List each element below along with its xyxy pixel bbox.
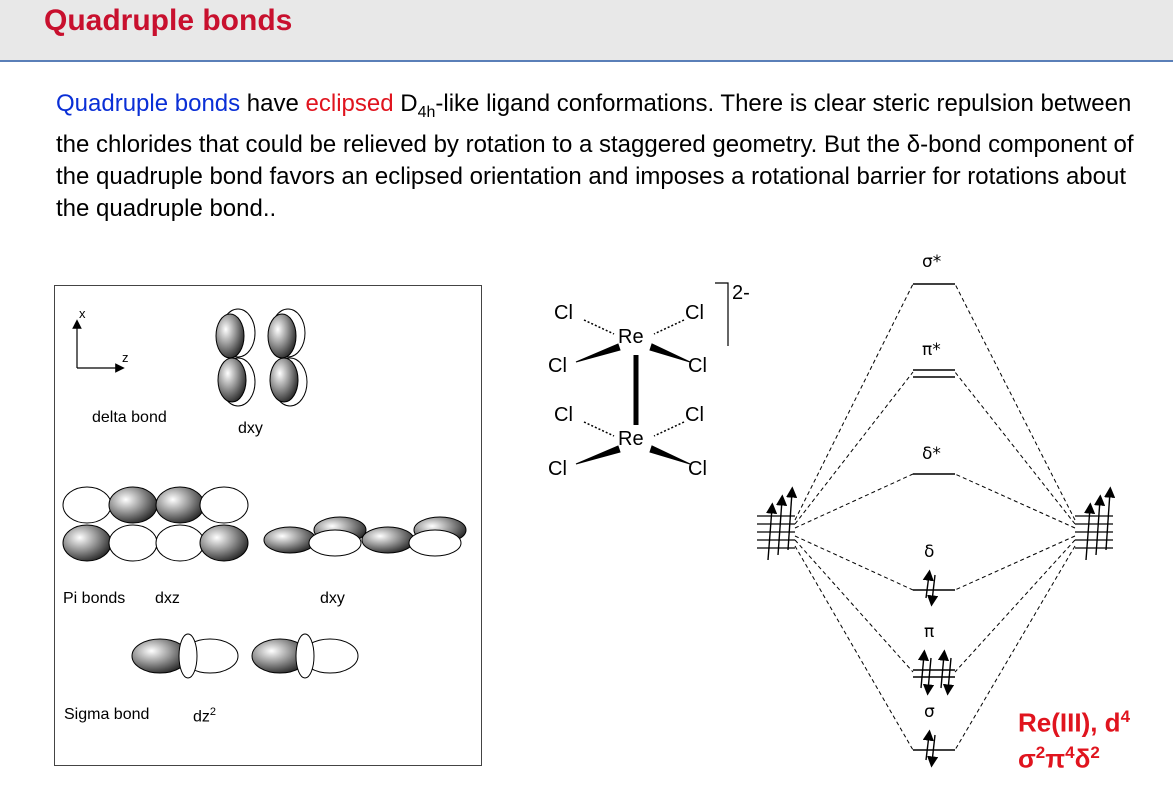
sigma-orbital-label: $dz^2$: [193, 706, 217, 726]
axis-x-label: x: [79, 306, 86, 321]
axis-z-label: z: [122, 350, 129, 365]
electron-configuration: [1018, 702, 1130, 773]
text-d: D: [393, 90, 418, 117]
cl-label: Cl: [554, 404, 573, 426]
config-line-2: $\sigma^2\pi^4\delta^2$: [1018, 742, 1100, 774]
delta-bond-label: delta bond: [92, 409, 167, 426]
text-have: have: [240, 90, 306, 117]
delta-star-label: δ*: [922, 444, 941, 464]
sigma-star-label: σ*: [922, 252, 942, 272]
cl-label: Cl: [685, 302, 704, 324]
config-line-1: Re(III), $d^4$: [1018, 707, 1131, 738]
pi-dxy-orbital-icon: [264, 517, 466, 556]
text-4h: 4h: [417, 103, 436, 121]
text-rest: -like ligand conformations. There is clear steric repulsion between the chlorides that could be relieved by rotation to a staggered geometry. But the δ-bond component of the quadruple bond favors an eclipsed orientation and imposes a rotational barrier for rotations about the quadruple bond..: [56, 90, 1134, 222]
pi-label: π: [924, 622, 935, 642]
pi-dxz-label: dxz: [155, 590, 180, 607]
pi-bonds-label: Pi bonds: [63, 590, 126, 607]
slide-title: Quadruple bonds: [44, 4, 293, 37]
sigma-bond-label: Sigma bond: [64, 706, 150, 723]
pi-dxy-label: dxy: [320, 590, 345, 607]
cl-label: Cl: [548, 458, 567, 480]
sigma-label: σ: [924, 702, 935, 722]
term-quadruple-bonds: Quadruple bonds: [56, 90, 241, 117]
term-eclipsed: eclipsed: [305, 90, 394, 117]
axes-icon: [77, 324, 120, 368]
sigma-orbital-icon: [132, 634, 358, 678]
delta-label: δ: [924, 542, 935, 562]
charge-label: 2-: [732, 282, 750, 304]
pi-star-label: π*: [922, 340, 941, 360]
delta-orbital-label: dxy: [238, 420, 263, 437]
cl-label: Cl: [685, 404, 704, 426]
delta-orbital-icon: [216, 309, 307, 406]
pi-dxz-orbital-icon: [63, 487, 248, 561]
re-label: Re: [618, 428, 644, 450]
cl-label: Cl: [688, 355, 707, 377]
re-label: Re: [618, 326, 644, 348]
cl-label: Cl: [548, 355, 567, 377]
cl-label: Cl: [688, 458, 707, 480]
cl-label: Cl: [554, 302, 573, 324]
